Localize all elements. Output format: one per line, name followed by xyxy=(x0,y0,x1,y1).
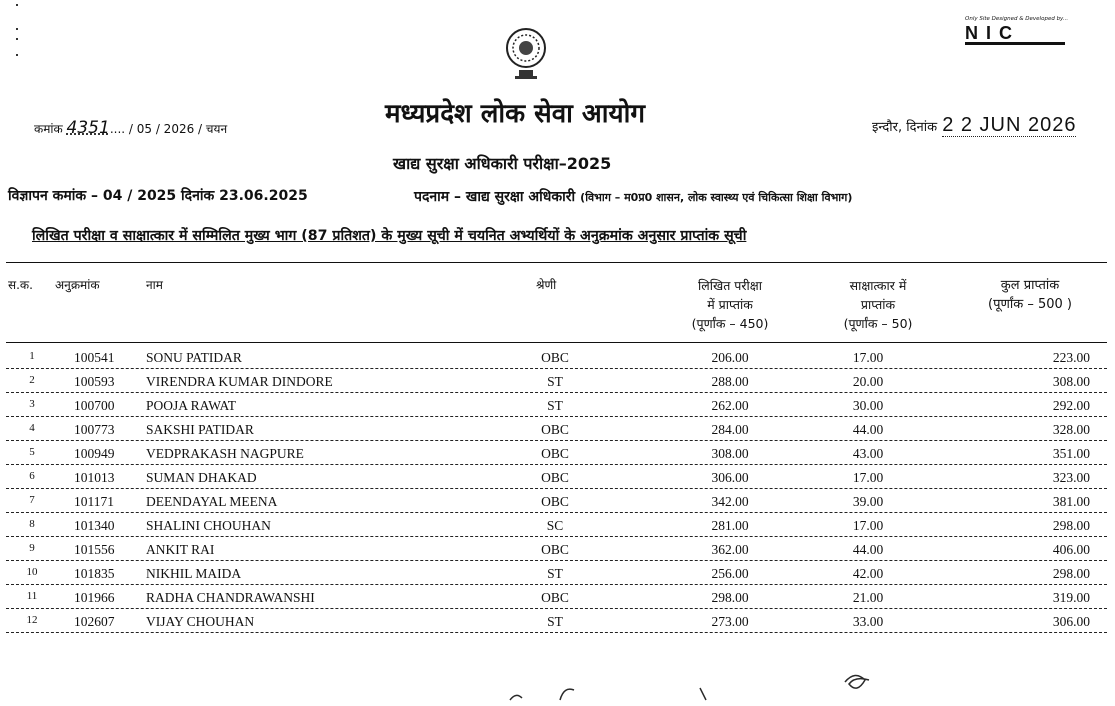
col-header-written xyxy=(660,276,800,333)
table-row xyxy=(0,610,1115,634)
table-row xyxy=(0,394,1115,418)
cell-interview: 43.00 xyxy=(852,446,884,461)
table-row xyxy=(0,514,1115,538)
cell-interview: 20.00 xyxy=(852,374,884,389)
cell-total: 292.00 xyxy=(1052,398,1090,413)
col-header-total xyxy=(960,276,1100,314)
cell-name: VIRENDRA KUMAR DINDORE xyxy=(146,374,333,389)
cell-total: 319.00 xyxy=(1052,590,1090,605)
cell-interview: 17.00 xyxy=(852,518,884,533)
cell-written: 308.00 xyxy=(711,446,749,461)
advert-number: विज्ञापन कमांक – 04 / 2025 दिनांक 23.06.2025 xyxy=(8,188,308,204)
cell-roll: 101966 xyxy=(74,590,115,605)
cell-written: 288.00 xyxy=(711,374,749,389)
interview-line3: (पूर्णांक – 50) xyxy=(843,316,913,331)
row-divider xyxy=(6,392,1107,393)
col-header-roll: अनुक्रमांक xyxy=(55,278,100,292)
cell-total: 406.00 xyxy=(1052,542,1090,557)
cell-name: SUMAN DHAKAD xyxy=(146,470,257,485)
cell-name: VEDPRAKASH NAGPURE xyxy=(146,446,304,461)
interview-line2: प्राप्तांक xyxy=(860,297,896,312)
post-line xyxy=(414,186,852,206)
row-divider xyxy=(6,584,1107,585)
cell-written: 273.00 xyxy=(711,614,749,629)
cell-written: 306.00 xyxy=(711,470,749,485)
cell-total: 298.00 xyxy=(1052,566,1090,581)
cell-written: 362.00 xyxy=(711,542,749,557)
col-header-sno: स.क. xyxy=(8,278,33,292)
place-date xyxy=(872,114,1076,137)
cell-category: OBC xyxy=(541,542,569,557)
cell-interview: 44.00 xyxy=(852,422,884,437)
date-stamp: 2 2 JUN 2026 xyxy=(942,114,1077,136)
cell-category: OBC xyxy=(541,350,569,365)
interview-line1: साक्षात्कार में xyxy=(849,278,907,293)
cell-total: 298.00 xyxy=(1052,518,1090,533)
cell-sno: 5 xyxy=(29,446,35,458)
cell-roll: 101835 xyxy=(74,566,115,581)
row-divider xyxy=(6,512,1107,513)
written-line2: में प्राप्तांक xyxy=(707,297,753,312)
nic-logo-text: NIC xyxy=(965,24,1065,45)
cell-sno: 7 xyxy=(29,494,35,506)
table-row xyxy=(0,562,1115,586)
row-divider xyxy=(6,464,1107,465)
cell-interview: 44.00 xyxy=(852,542,884,557)
row-divider xyxy=(6,416,1107,417)
table-row xyxy=(0,538,1115,562)
list-title: लिखित परीक्षा व साक्षात्कार में सम्मिलित मुख्य भाग (87 प्रतिशत) के मुख्य सूची में चयनित अभ्यर्थियों के अनुक्रमांक अनुसार प्राप्तांक सूची xyxy=(32,228,747,244)
cell-total: 308.00 xyxy=(1052,374,1090,389)
nic-tagline: Only Site Designed & Developed by... xyxy=(965,16,1069,22)
cell-interview: 17.00 xyxy=(852,470,884,485)
table-header-rule xyxy=(6,342,1107,343)
cell-name: DEENDAYAL MEENA xyxy=(146,494,278,509)
cell-interview: 17.00 xyxy=(852,350,884,365)
cell-written: 281.00 xyxy=(711,518,749,533)
margin-marks xyxy=(16,4,20,64)
cell-name: ANKIT RAI xyxy=(146,542,215,557)
cell-roll: 101013 xyxy=(74,470,115,485)
col-header-interview xyxy=(808,276,948,333)
cell-interview: 39.00 xyxy=(852,494,884,509)
cell-roll: 101340 xyxy=(74,518,115,533)
cell-category: ST xyxy=(547,614,563,629)
cell-sno: 12 xyxy=(26,614,38,626)
cell-roll: 102607 xyxy=(74,614,115,629)
total-line1: कुल प्राप्तांक xyxy=(1000,278,1060,293)
cell-roll: 100949 xyxy=(74,446,115,461)
cell-name: RADHA CHANDRAWANSHI xyxy=(146,590,315,605)
table-row xyxy=(0,586,1115,610)
cell-name: SAKSHI PATIDAR xyxy=(146,422,254,437)
row-divider xyxy=(6,560,1107,561)
cell-roll: 101556 xyxy=(74,542,115,557)
table-row xyxy=(0,442,1115,466)
mp-emblem-icon xyxy=(505,22,547,82)
cell-name: VIJAY CHOUHAN xyxy=(146,614,255,629)
written-line1: लिखित परीक्षा xyxy=(698,278,762,293)
cell-written: 206.00 xyxy=(711,350,749,365)
row-divider xyxy=(6,632,1107,633)
place-prefix: इन्दौर, दिनांक xyxy=(872,120,938,135)
cell-total: 328.00 xyxy=(1052,422,1090,437)
org-name: मध्यप्रदेश लोक सेवा आयोग xyxy=(385,99,645,129)
cell-roll: 100773 xyxy=(74,422,115,437)
total-line2: (पूर्णांक – 500 ) xyxy=(988,297,1072,312)
cell-written: 284.00 xyxy=(711,422,749,437)
col-header-name: नाम xyxy=(146,278,163,292)
table-row xyxy=(0,490,1115,514)
ref-handwritten: 4351 xyxy=(66,118,110,138)
table-top-rule xyxy=(6,262,1107,263)
cell-sno: 2 xyxy=(29,374,35,386)
cell-written: 342.00 xyxy=(711,494,749,509)
cell-total: 223.00 xyxy=(1052,350,1090,365)
cell-roll: 101171 xyxy=(74,494,114,509)
cell-sno: 10 xyxy=(26,566,38,578)
cell-sno: 6 xyxy=(29,470,35,482)
exam-title: खाद्य सुरक्षा अधिकारी परीक्षा–2025 xyxy=(393,154,612,173)
cell-sno: 1 xyxy=(29,350,35,362)
cell-name: NIKHIL MAIDA xyxy=(146,566,242,581)
row-divider xyxy=(6,440,1107,441)
table-row xyxy=(0,418,1115,442)
cell-written: 262.00 xyxy=(711,398,749,413)
cell-category: ST xyxy=(547,566,563,581)
row-divider xyxy=(6,536,1107,537)
cell-category: OBC xyxy=(541,422,569,437)
cell-sno: 11 xyxy=(26,590,38,602)
row-divider xyxy=(6,488,1107,489)
cell-name: SONU PATIDAR xyxy=(146,350,242,365)
cell-category: OBC xyxy=(541,590,569,605)
cell-name: SHALINI CHOUHAN xyxy=(146,518,271,533)
cell-total: 306.00 xyxy=(1052,614,1090,629)
cell-roll: 100593 xyxy=(74,374,115,389)
cell-total: 351.00 xyxy=(1052,446,1090,461)
cell-total: 323.00 xyxy=(1052,470,1090,485)
cell-interview: 42.00 xyxy=(852,566,884,581)
cell-roll: 100541 xyxy=(74,350,115,365)
reference-number xyxy=(34,118,227,138)
cell-category: OBC xyxy=(541,494,569,509)
cell-sno: 3 xyxy=(29,398,35,410)
row-divider xyxy=(6,368,1107,369)
written-line3: (पूर्णांक – 450) xyxy=(691,316,769,331)
cell-interview: 33.00 xyxy=(852,614,884,629)
cell-category: ST xyxy=(547,374,563,389)
nic-logo xyxy=(965,16,1085,48)
post-dept: (विभाग – म0प्र0 शासन, लोक स्वास्थ्य एवं चिकित्सा शिक्षा विभाग) xyxy=(580,191,853,204)
cell-sno: 4 xyxy=(29,422,35,434)
table-row xyxy=(0,466,1115,490)
cell-sno: 9 xyxy=(29,542,35,554)
table-row xyxy=(0,370,1115,394)
cell-category: SC xyxy=(546,518,564,533)
cell-written: 256.00 xyxy=(711,566,749,581)
cell-roll: 100700 xyxy=(74,398,115,413)
ref-prefix: कमांक xyxy=(34,122,63,136)
signature-marks xyxy=(490,672,910,702)
cell-interview: 21.00 xyxy=(852,590,884,605)
col-header-category: श्रेणी xyxy=(536,278,557,292)
row-divider xyxy=(6,608,1107,609)
cell-name: POOJA RAWAT xyxy=(146,398,237,413)
cell-sno: 8 xyxy=(29,518,35,530)
ref-suffix: .... / 05 / 2026 / चयन xyxy=(109,122,228,136)
cell-category: ST xyxy=(547,398,563,413)
post-label: पदनाम – खाद्य सुरक्षा अधिकारी xyxy=(414,189,576,205)
cell-interview: 30.00 xyxy=(852,398,884,413)
cell-category: OBC xyxy=(541,446,569,461)
cell-total: 381.00 xyxy=(1052,494,1090,509)
cell-written: 298.00 xyxy=(711,590,749,605)
cell-category: OBC xyxy=(541,470,569,485)
table-row xyxy=(0,346,1115,370)
